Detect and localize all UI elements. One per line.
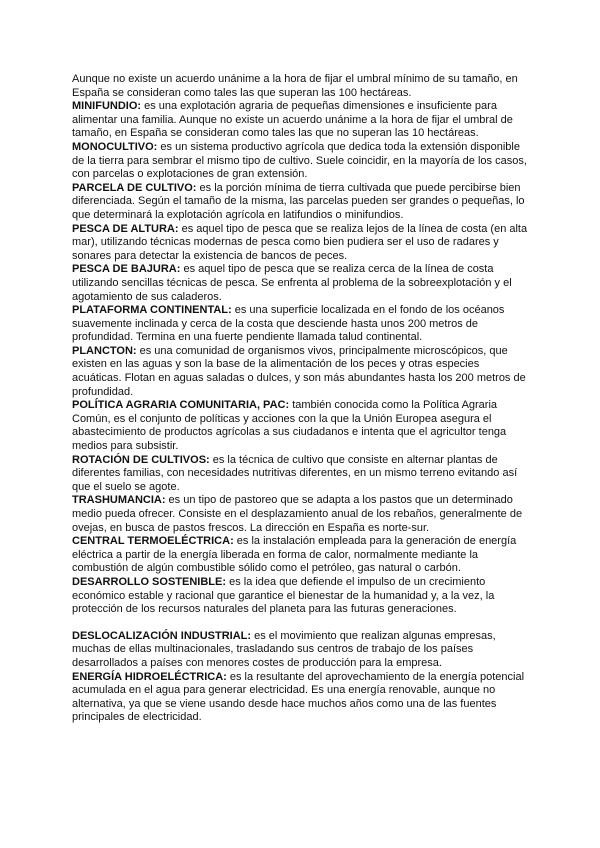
entry-term: PLANCTON: xyxy=(72,344,137,357)
entry-definition: es un tipo de pastoreo que se adapta a los pastos que un determinado medio pueda ofrecer. Consiste en el desplazamiento anual de los rebaños, generalmente de ovejas, en busca de pastos frescos. La dirección en España es norte-sur. xyxy=(72,494,523,534)
intro-paragraph: Aunque no existe un acuerdo unánime a la hora de fijar el umbral mínimo de su tamaño, en España se consideran como tales las que superan las 100 hectáreas. xyxy=(72,73,518,99)
entry-definition: es la resultante del aprovechamiento de la energía potencial acumulada en el agua para generar electricidad. Es una energía renovable, aunque no alternativa, ya que se viene usando desde hace muchos años como una de las fuentes principales de electricidad. xyxy=(72,670,525,724)
entry-politica-agraria-comunitaria xyxy=(72,399,528,453)
entry-definition: es una comunidad de organismos vivos, principalmente microscópicos, que existen en las aguas y son la base de la alimentación de los peces y otras especies acuáticas. Flotan en aguas saladas o dulces, y son más abundantes hasta los 200 metros de profundidad. xyxy=(72,344,526,398)
entry-definition: es la técnica de cultivo que consiste en alternar plantas de diferentes familias, con necesidades nutritivas diferentes, en un mismo terreno evitando así que el suelo se agote. xyxy=(72,453,518,493)
entry-definition: es una explotación agraria de pequeñas dimensiones e insuficiente para alimentar una familia. Aunque no existe un acuerdo unánime a la hora de fijar el umbral de tamaño, en España se consideran como tales las que no superan las 10 hectáreas. xyxy=(72,100,513,140)
entry-term: TRASHUMANCIA: xyxy=(72,494,166,507)
entry-rotacion-de-cultivos xyxy=(72,454,528,495)
entry-desarrollo-sostenible xyxy=(72,576,528,617)
paragraph-gap xyxy=(72,617,528,630)
entry-term: DESLOCALIZACIÓN INDUSTRIAL: xyxy=(72,629,252,642)
entry-definition: es la idea que defiende el impulso de un crecimiento económico estable y racional que garantice el bienestar de la humanidad y, a la vez, la protección de los recursos naturales del planeta para las futuras generaciones. xyxy=(72,575,495,616)
entry-central-termoelectrica xyxy=(72,535,528,576)
entry-term: MINIFUNDIO: xyxy=(72,100,142,113)
entry-term: PLATAFORMA CONTINENTAL: xyxy=(72,304,232,317)
entry-parcela-de-cultivo xyxy=(72,182,528,223)
entry-monocultivo xyxy=(72,141,528,182)
entry-deslocalizacion-industrial xyxy=(72,630,528,671)
entry-term: MONOCULTIVO: xyxy=(72,140,158,153)
entry-pesca-de-bajura xyxy=(72,263,528,304)
document-page xyxy=(72,73,528,725)
entry-definition: es la instalación empleada para la generación de energía eléctrica a partir de la energía liberada en forma de calor, normalmente mediante la combustión de algún combustible sólido como el petróleo, gas natural o carbón. xyxy=(72,535,517,575)
entry-term: CENTRAL TERMOELÉCTRICA: xyxy=(72,535,234,548)
entry-energia-hidroelectrica xyxy=(72,671,528,725)
entry-definition: también conocida como la Política Agraria Común, es el conjunto de políticas y acciones con la que la Unión Europea asegura el abastecimiento de productos agrícolas a sus ciudadanos e intenta que el agricultor tenga medios para subsistir. xyxy=(72,399,507,453)
entry-term: PARCELA DE CULTIVO: xyxy=(72,181,197,194)
entry-term: DESARROLLO SOSTENIBLE: xyxy=(72,575,227,588)
entry-term: ENERGÍA HIDROELÉCTRICA: xyxy=(72,670,227,683)
entry-definition: es aquel tipo de pesca que se realiza cerca de la línea de costa utilizando sencillas técnicas de pesca. Se enfrenta al problema de la sobreexplotación y el agotamiento de sus caladeros. xyxy=(72,263,512,303)
entry-term: PESCA DE BAJURA: xyxy=(72,263,181,276)
entry-term: ROTACIÓN DE CULTIVOS: xyxy=(72,453,210,466)
entry-definition: es la porción mínima de tierra cultivada que puede percibirse bien diferenciada. Según el tamaño de la misma, las parcelas pueden ser grandes o pequeñas, lo que determinará la explotación agrícola en latifundios o minifundios. xyxy=(72,181,525,221)
entry-trashumancia xyxy=(72,494,528,535)
entry-definition: es un sistema productivo agrícola que dedica toda la extensión disponible de la tierra para sembrar el mismo tipo de cultivo. Suele coincidir, en la mayoría de los casos, con parcelas o explotaciones de gran extensión. xyxy=(72,140,527,181)
entry-definition: es una superficie localizada en el fondo de los océanos suavemente inclinada y cerca de la costa que desciende hasta unos 200 metros de profundidad. Termina en una fuerte pendiente llamada talud continental. xyxy=(72,304,505,344)
entry-pesca-de-altura xyxy=(72,223,528,264)
entry-plancton xyxy=(72,345,528,399)
entry-definition: es aquel tipo de pesca que se realiza lejos de la línea de costa (en alta mar), utilizando técnicas modernas de pesca como bien pudiera ser el uso de radares y sonares para detectar la existencia de bancos de peces. xyxy=(72,222,528,262)
entry-minifundio xyxy=(72,100,528,141)
entry-plataforma-continental xyxy=(72,304,528,345)
entry-definition: es el movimiento que realizan algunas empresas, muchas de ellas multinacionales, trasladando sus centros de trabajo de los países desarrollados a países con menores costes de producción para la empresa. xyxy=(72,629,496,669)
entry-term: POLÍTICA AGRARIA COMUNITARIA, PAC: xyxy=(72,399,290,412)
entry-term: PESCA DE ALTURA: xyxy=(72,222,179,235)
